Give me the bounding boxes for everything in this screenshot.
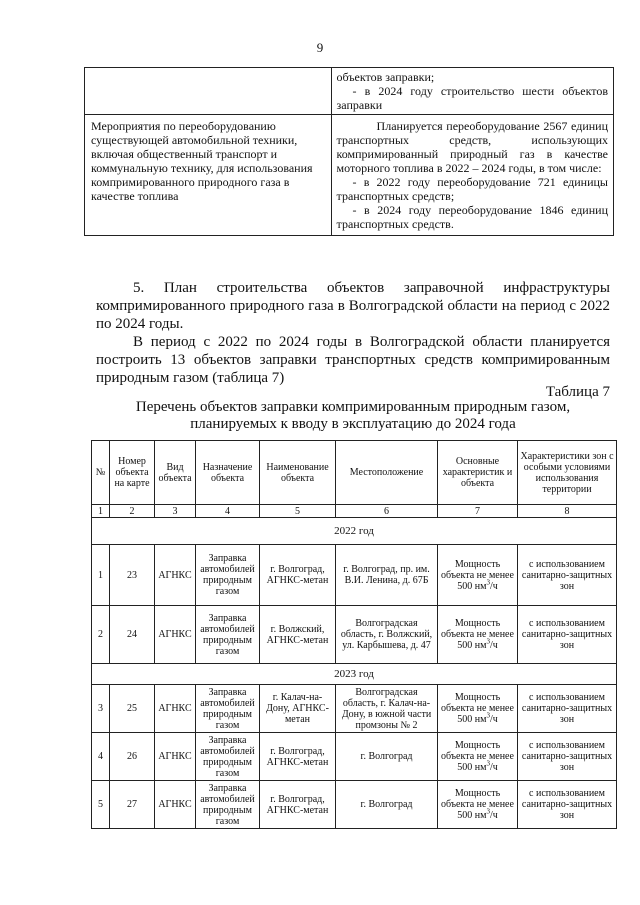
cell-characteristics [438,606,518,664]
cell-characteristics [438,733,518,781]
column-header: № [92,441,110,505]
cell-line: - в 2024 году строительство шести объектов заправки [336,84,608,112]
cell-location: Волгоградская область, г. Калач-на-Дону, в южной части промзоны № 2 [336,685,438,733]
unit: нм [474,640,487,651]
year-row [92,664,617,685]
cell-n: 3 [92,685,110,733]
cell-purpose: Заправка автомобилей природным газом [196,685,260,733]
table-label: Таблица 7 [545,384,610,400]
column-header: Наименование объекта [260,441,336,505]
unit-sup: 3 [486,759,490,768]
unit: нм [474,580,487,592]
measures-table [84,67,614,236]
char-text: Мощность объекта не менее 500 [441,740,514,773]
cell-line: - в 2024 году переоборудование 1846 единиц транспортных средств. [336,203,608,231]
column-number: 7 [438,505,518,518]
cell-map: 24 [110,606,155,664]
table-cell [85,68,332,115]
column-header: Номер объекта на карте [110,441,155,505]
table-header-row [92,441,617,505]
table-title-line-1: Перечень объектов заправки компримированным природным газом, [135,399,571,415]
year-row [92,518,617,545]
cell-location: г. Волгоград, пр. им. В.И. Ленина, д. 67Б [336,545,438,606]
unit: нм [474,762,487,773]
char-text: Мощность объекта не менее 500 [441,692,514,725]
column-number: 3 [155,505,196,518]
section-body: В период с 2022 по 2024 годы в Волгоградской области планируется построить 13 объектов заправки транспортных средств компримированным природным газом (таблица 7) [96,334,610,386]
column-header: Характеристики зон с особыми условиями использования территории [518,441,617,505]
unit-suffix: /ч [489,762,498,773]
cell-name: г. Волгоград, АГНКС-метан [260,545,336,606]
column-number: 6 [336,505,438,518]
column-number: 2 [110,505,155,518]
cell-name: г. Волгоград, АГНКС-метан [260,733,336,781]
char-text: Мощность объекта не менее 500 [441,788,514,821]
unit-sup: 3 [486,711,490,720]
cell-map: 23 [110,545,155,606]
cell-n: 1 [92,545,110,606]
cell-map: 27 [110,781,155,829]
cell-map: 25 [110,685,155,733]
unit-suffix: /ч [489,580,498,592]
cell-purpose: Заправка автомобилей природным газом [196,781,260,829]
year-cell: 2022 год [92,518,617,545]
cell-type: АГНКС [155,733,196,781]
cng-stations-table [91,440,617,829]
cell-type: АГНКС [155,781,196,829]
cell-location: г. Волгоград [336,781,438,829]
column-header: Вид объекта [155,441,196,505]
char-text: Мощность объекта не менее 500 [441,618,514,651]
table-row [92,606,617,664]
cell-n: 2 [92,606,110,664]
table-row [92,781,617,829]
cell-purpose: Заправка автомобилей природным газом [196,545,260,606]
cell-purpose: Заправка автомобилей природным газом [196,606,260,664]
table-row [92,733,617,781]
cell-characteristics [438,685,518,733]
cell-line: Планируется переоборудование 2567 единиц транспортных средств, использующих компримированный природный газ в качестве моторного топлива в 2022 – 2024 годы, в том числе: [336,119,608,175]
column-header: Назначение объекта [196,441,260,505]
cell-line: - в 2022 году переоборудование 721 единицы транспортных средств; [336,175,608,203]
cell-name: г. Калач-на-Дону, АГНКС-метан [260,685,336,733]
column-number: 5 [260,505,336,518]
cell-location: г. Волгоград [336,733,438,781]
cell-zone: с использованием санитарно-защитных зон [518,781,617,829]
cell-characteristics [438,545,518,606]
column-number-row [92,505,617,518]
column-header: Основные характеристик и объекта [438,441,518,505]
column-number: 1 [92,505,110,518]
table-title-line-2: планируемых к вводу в эксплуатацию до 2024 года [190,416,516,432]
cell-zone: с использованием санитарно-защитных зон [518,545,617,606]
cell-zone: с использованием санитарно-защитных зон [518,685,617,733]
unit-suffix: /ч [489,714,498,725]
cell-zone: с использованием санитарно-защитных зон [518,733,617,781]
year-cell: 2023 год [92,664,617,685]
column-number: 4 [196,505,260,518]
unit-sup: 3 [486,807,490,816]
cell-type: АГНКС [155,685,196,733]
table-row [85,115,614,236]
unit-sup: 3 [486,637,490,646]
column-header: Местоположение [336,441,438,505]
cell-line: объектов заправки; [336,70,435,84]
unit-suffix: /ч [489,640,498,651]
cell-n: 4 [92,733,110,781]
unit-suffix: /ч [489,810,498,821]
table-row [85,68,614,115]
unit: нм [474,714,487,725]
cell-name: г. Волгоград, АГНКС-метан [260,781,336,829]
cell-map: 26 [110,733,155,781]
unit: нм [474,810,487,821]
cell-name: г. Волжский, АГНКС-метан [260,606,336,664]
cell-type: АГНКС [155,606,196,664]
cell-purpose: Заправка автомобилей природным газом [196,733,260,781]
cell-location: Волгоградская область, г. Волжский, ул. Карбышева, д. 47 [336,606,438,664]
measure-name-cell: Мероприятия по переоборудованию существующей автомобильной техники, включая общественный транспорт и коммунальную технику, для использования компримированного природного газа в качестве топлива [85,115,332,236]
unit-sup: 3 [486,578,490,587]
char-text: Мощность объекта не менее 500 [441,558,514,592]
page-number: 9 [316,40,324,55]
cell-n: 5 [92,781,110,829]
measure-description-cell [331,115,613,236]
cell-type: АГНКС [155,545,196,606]
table-row [92,685,617,733]
table-cell [331,68,613,115]
column-number: 8 [518,505,617,518]
section-heading: 5. План строительства объектов заправочной инфраструктуры компримированного природного газа в Волгоградской области на период с 2022 по 2024 годы. [96,280,610,332]
table-row [92,545,617,606]
cell-characteristics [438,781,518,829]
cell-zone: с использованием санитарно-защитных зон [518,606,617,664]
